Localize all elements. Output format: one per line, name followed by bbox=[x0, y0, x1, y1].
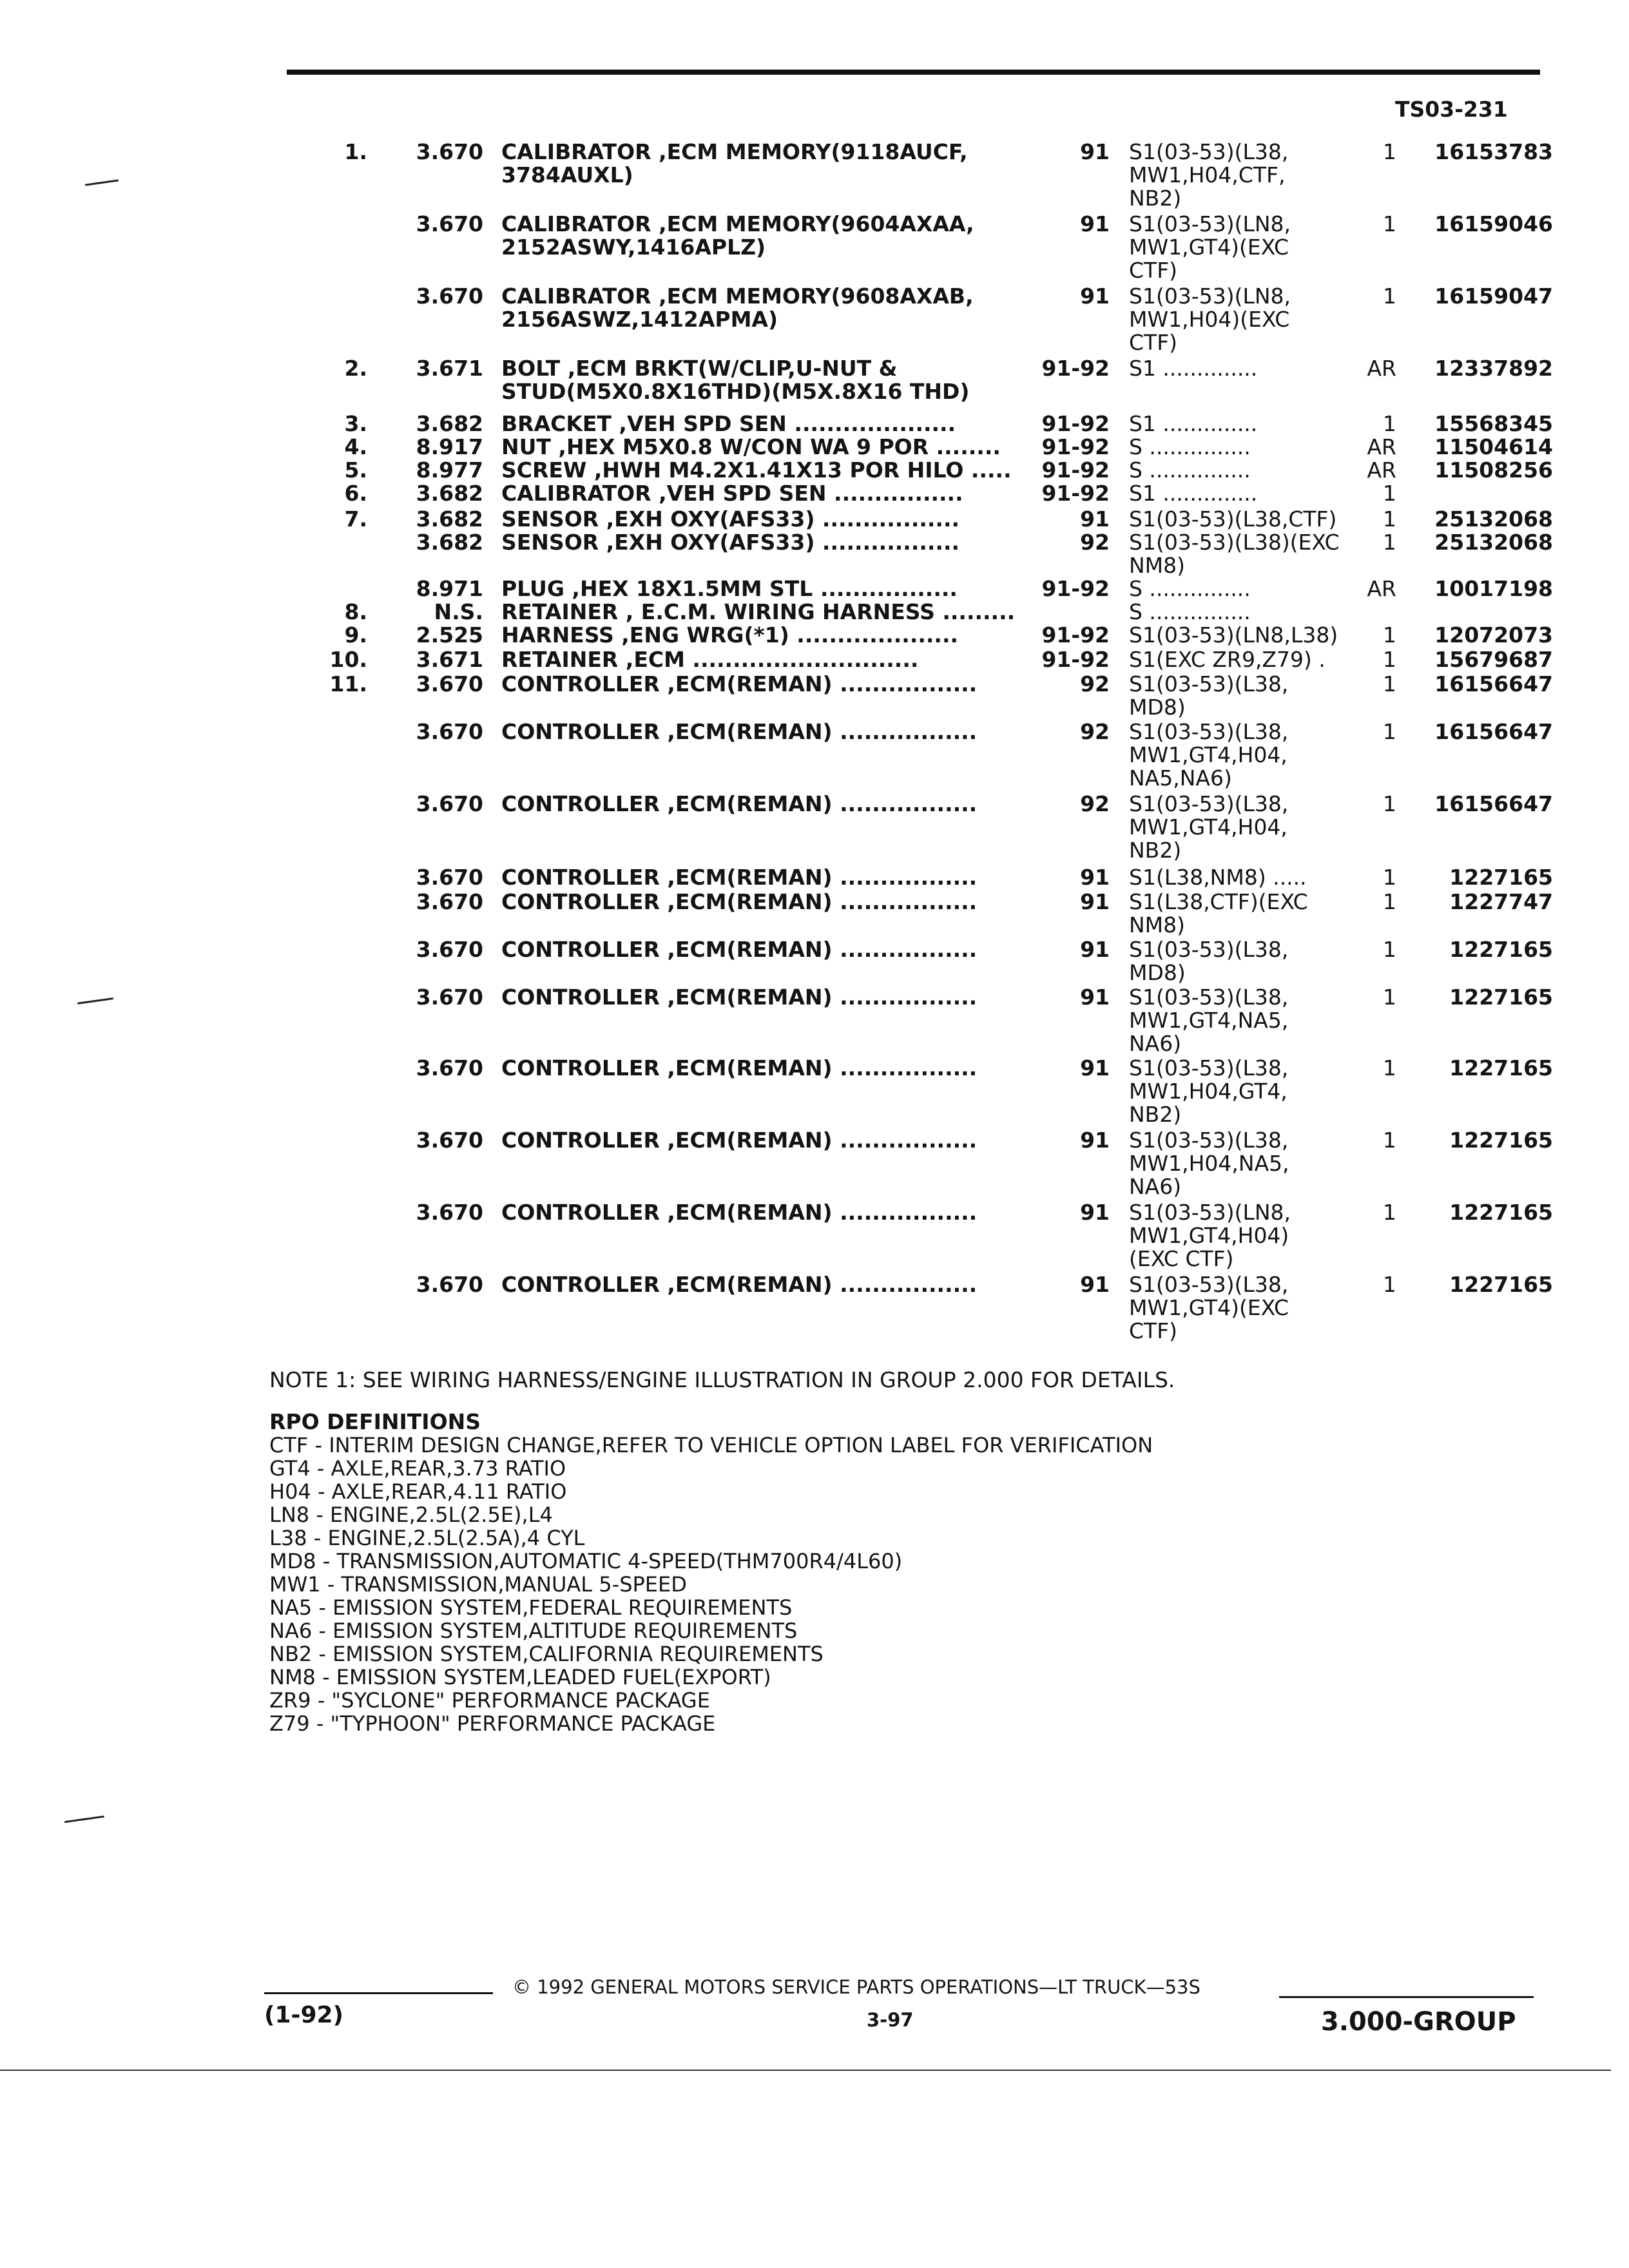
cell-group: 3.670 bbox=[416, 889, 483, 914]
cell-group: 3.670 bbox=[416, 791, 483, 816]
cell-desc: CONTROLLER ,ECM(REMAN) ................. bbox=[501, 986, 978, 1009]
rpo-definition: Z79 - "TYPHOON" PERFORMANCE PACKAGE bbox=[269, 1711, 716, 1736]
cell-desc: NUT ,HEX M5X0.8 W/CON WA 9 POR ........ bbox=[501, 436, 1001, 459]
cell-qty: 1 bbox=[1383, 1272, 1396, 1297]
cell-part: 1227165 bbox=[1449, 1200, 1553, 1225]
cell-part: 16159047 bbox=[1434, 284, 1553, 309]
cell-part: 1227165 bbox=[1449, 985, 1553, 1010]
cell-qty: 1 bbox=[1383, 139, 1396, 164]
cell-qty: 1 bbox=[1383, 865, 1396, 890]
cell-desc: CONTROLLER ,ECM(REMAN) ................. bbox=[501, 1129, 978, 1152]
cell-qty: 1 bbox=[1383, 622, 1396, 648]
cell-part: 15568345 bbox=[1434, 411, 1553, 436]
cell-year: 92 bbox=[1080, 719, 1110, 744]
rpo-definition: GT4 - AXLE,REAR,3.73 RATIO bbox=[269, 1456, 566, 1481]
bottom-rule bbox=[0, 2070, 1611, 2071]
cell-group: 8.917 bbox=[416, 434, 483, 459]
cell-usage: S1 .............. bbox=[1129, 356, 1258, 381]
cell-desc: CONTROLLER ,ECM(REMAN) ................. bbox=[501, 793, 978, 816]
cell-desc: RETAINER ,ECM ............................ bbox=[501, 648, 919, 671]
cell-group: 3.682 bbox=[416, 506, 483, 532]
cell-year: 91 bbox=[1080, 506, 1110, 532]
cell-qty: AR bbox=[1367, 576, 1396, 601]
cell-part: 16153783 bbox=[1434, 139, 1553, 164]
cell-desc: CONTROLLER ,ECM(REMAN) ................. bbox=[501, 866, 978, 889]
cell-group: 3.670 bbox=[416, 1055, 483, 1081]
cell-qty: 1 bbox=[1383, 1128, 1396, 1153]
cell-usage: S1(03-53)(L38, MW1,GT4)(EXC CTF) bbox=[1129, 1272, 1289, 1343]
cell-part: 1227165 bbox=[1449, 1128, 1553, 1153]
cell-group: 3.670 bbox=[416, 671, 483, 697]
cell-year: 91 bbox=[1080, 937, 1110, 962]
cell-year: 91-92 bbox=[1041, 457, 1110, 483]
cell-desc: HARNESS ,ENG WRG(*1) .................... bbox=[501, 624, 959, 647]
cell-usage: S1(03-53)(L38, MW1,GT4,H04, NB2) bbox=[1129, 791, 1289, 863]
cell-usage: S1(03-53)(L38, MW1,H04,NA5, NA6) bbox=[1129, 1128, 1289, 1199]
cell-qty: 1 bbox=[1383, 481, 1396, 506]
cell-usage: S1(03-53)(L38, MW1,GT4,H04, NA5,NA6) bbox=[1129, 719, 1289, 791]
cell-year: 91-92 bbox=[1041, 434, 1110, 459]
cell-usage: S ............... bbox=[1129, 434, 1251, 459]
cell-group: 8.971 bbox=[416, 576, 483, 601]
cell-desc: RETAINER , E.C.M. WIRING HARNESS ......... bbox=[501, 601, 1016, 624]
cell-group: 3.670 bbox=[416, 985, 483, 1010]
cell-usage: S1(03-53)(L38, MD8) bbox=[1129, 937, 1289, 985]
cell-part: 1227165 bbox=[1449, 1055, 1553, 1081]
cell-part: 12337892 bbox=[1434, 356, 1553, 381]
cell-year: 91 bbox=[1080, 211, 1110, 236]
cell-usage: S1(03-53)(LN8, MW1,H04)(EXC CTF) bbox=[1129, 284, 1291, 355]
cell-desc: CALIBRATOR ,ECM MEMORY(9604AXAA, 2152ASWY,1416APLZ) bbox=[501, 213, 974, 259]
cell-part: 11504614 bbox=[1434, 434, 1553, 459]
cell-year: 91 bbox=[1080, 985, 1110, 1010]
cell-qty: 1 bbox=[1383, 791, 1396, 816]
footer-rule-left bbox=[264, 1992, 493, 1994]
rpo-definition: L38 - ENGINE,2.5L(2.5A),4 CYL bbox=[269, 1526, 585, 1550]
cell-desc: BRACKET ,VEH SPD SEN .................... bbox=[501, 412, 956, 436]
cell-group: 8.977 bbox=[416, 457, 483, 483]
cell-usage: S1(L38,CTF)(EXC NM8) bbox=[1129, 889, 1308, 937]
cell-part: 11508256 bbox=[1434, 457, 1553, 483]
cell-usage: S1(EXC ZR9,Z79) . bbox=[1129, 647, 1325, 672]
cell-part: 10017198 bbox=[1434, 576, 1553, 601]
cell-year: 91 bbox=[1080, 1272, 1110, 1297]
cell-group: 2.525 bbox=[416, 622, 483, 648]
cell-part: 16159046 bbox=[1434, 211, 1553, 236]
cell-year: 91-92 bbox=[1041, 356, 1110, 381]
rpo-definition: ZR9 - "SYCLONE" PERFORMANCE PACKAGE bbox=[269, 1688, 710, 1713]
footnote: NOTE 1: SEE WIRING HARNESS/ENGINE ILLUSTRATION IN GROUP 2.000 FOR DETAILS. bbox=[269, 1367, 1175, 1392]
cell-qty: 1 bbox=[1383, 1055, 1396, 1081]
cell-usage: S ............... bbox=[1129, 457, 1251, 483]
cell-usage: S1(03-53)(L38, MW1,GT4,NA5, NA6) bbox=[1129, 985, 1289, 1056]
cell-group: 3.670 bbox=[416, 139, 483, 164]
cell-group: 3.670 bbox=[416, 211, 483, 236]
cell-item: 4. bbox=[344, 434, 367, 459]
rpo-definition: NA6 - EMISSION SYSTEM,ALTITUDE REQUIREMENTS bbox=[269, 1619, 798, 1643]
cell-group: 3.670 bbox=[416, 865, 483, 890]
cell-year: 91-92 bbox=[1041, 576, 1110, 601]
cell-group: N.S. bbox=[434, 599, 483, 624]
rpo-definition: MW1 - TRANSMISSION,MANUAL 5-SPEED bbox=[269, 1572, 687, 1597]
rpo-definition: MD8 - TRANSMISSION,AUTOMATIC 4-SPEED(THM700R4/4L60) bbox=[269, 1549, 903, 1573]
cell-usage: S ............... bbox=[1129, 599, 1251, 624]
cell-desc: CONTROLLER ,ECM(REMAN) ................. bbox=[501, 890, 978, 914]
cell-part: 16156647 bbox=[1434, 719, 1553, 744]
cell-year: 91 bbox=[1080, 865, 1110, 890]
cell-year: 92 bbox=[1080, 791, 1110, 816]
rpo-definition: H04 - AXLE,REAR,4.11 RATIO bbox=[269, 1479, 567, 1504]
rpo-definition: LN8 - ENGINE,2.5L(2.5E),L4 bbox=[269, 1503, 553, 1527]
cell-part: 1227165 bbox=[1449, 937, 1553, 962]
rpo-definition: NA5 - EMISSION SYSTEM,FEDERAL REQUIREMENTS bbox=[269, 1595, 793, 1620]
cell-group: 3.670 bbox=[416, 1272, 483, 1297]
cell-group: 3.671 bbox=[416, 356, 483, 381]
cell-year: 91-92 bbox=[1041, 622, 1110, 648]
copyright-line: © 1992 GENERAL MOTORS SERVICE PARTS OPERATIONS—LT TRUCK—53S bbox=[512, 1976, 1200, 1998]
cell-item: 1. bbox=[344, 139, 367, 164]
cell-item: 6. bbox=[344, 481, 367, 506]
cell-qty: 1 bbox=[1383, 411, 1396, 436]
cell-desc: CONTROLLER ,ECM(REMAN) ................. bbox=[501, 1273, 978, 1296]
cell-qty: 1 bbox=[1383, 985, 1396, 1010]
cell-group: 3.670 bbox=[416, 1200, 483, 1225]
cell-year: 91 bbox=[1080, 139, 1110, 164]
cell-group: 3.670 bbox=[416, 719, 483, 744]
cell-item: 10. bbox=[329, 647, 367, 672]
cell-qty: 1 bbox=[1383, 647, 1396, 672]
cell-group: 3.682 bbox=[416, 411, 483, 436]
cell-qty: 1 bbox=[1383, 889, 1396, 914]
cell-item: 3. bbox=[344, 411, 367, 436]
cell-part: 16156647 bbox=[1434, 791, 1553, 816]
cell-usage: S1(03-53)(L38,CTF) bbox=[1129, 506, 1337, 532]
cell-item: 8. bbox=[344, 599, 367, 624]
cell-year: 91 bbox=[1080, 1200, 1110, 1225]
cell-qty: AR bbox=[1367, 457, 1396, 483]
cell-desc: CONTROLLER ,ECM(REMAN) ................. bbox=[501, 1057, 978, 1080]
cell-desc: BOLT ,ECM BRKT(W/CLIP,U-NUT & STUD(M5X0.8X16THD)(M5X.8X16 THD) bbox=[501, 357, 970, 403]
cell-group: 3.682 bbox=[416, 530, 483, 555]
cell-item: 11. bbox=[329, 671, 367, 697]
cell-item: 7. bbox=[344, 506, 367, 532]
cell-part: 16156647 bbox=[1434, 671, 1553, 697]
cell-desc: CALIBRATOR ,ECM MEMORY(9608AXAB, 2156ASWZ,1412APMA) bbox=[501, 285, 974, 331]
cell-group: 3.670 bbox=[416, 1128, 483, 1153]
cell-item: 5. bbox=[344, 457, 367, 483]
cell-desc: CONTROLLER ,ECM(REMAN) ................. bbox=[501, 938, 978, 961]
page-number: 3-97 bbox=[867, 2009, 914, 2031]
cell-usage: S1(03-53)(L38)(EXC NM8) bbox=[1129, 530, 1340, 578]
cell-qty: 1 bbox=[1383, 937, 1396, 962]
cell-desc: CONTROLLER ,ECM(REMAN) ................. bbox=[501, 720, 978, 744]
cell-usage: S1 .............. bbox=[1129, 481, 1258, 506]
cell-part: 25132068 bbox=[1434, 530, 1553, 555]
cell-year: 91-92 bbox=[1041, 647, 1110, 672]
cell-part: 15679687 bbox=[1434, 647, 1553, 672]
cell-year: 91 bbox=[1080, 284, 1110, 309]
cell-usage: S1 .............. bbox=[1129, 411, 1258, 436]
cell-qty: AR bbox=[1367, 434, 1396, 459]
document-id: TS03-231 bbox=[1395, 97, 1508, 122]
rpo-definition: NB2 - EMISSION SYSTEM,CALIFORNIA REQUIREMENTS bbox=[269, 1642, 824, 1666]
cell-usage: S1(03-53)(LN8, MW1,GT4,H04) (EXC CTF) bbox=[1129, 1200, 1291, 1271]
cell-usage: S ............... bbox=[1129, 576, 1251, 601]
cell-desc: CALIBRATOR ,ECM MEMORY(9118AUCF, 3784AUXL) bbox=[501, 140, 968, 187]
cell-desc: CALIBRATOR ,VEH SPD SEN ................ bbox=[501, 482, 963, 505]
cell-usage: S1(03-53)(L38, MW1,H04,GT4, NB2) bbox=[1129, 1055, 1289, 1127]
cell-desc: SCREW ,HWH M4.2X1.41X13 POR HILO ..... bbox=[501, 459, 1012, 482]
cell-year: 92 bbox=[1080, 530, 1110, 555]
cell-qty: AR bbox=[1367, 356, 1396, 381]
cell-qty: 1 bbox=[1383, 671, 1396, 697]
top-rule bbox=[287, 70, 1540, 75]
rpo-definition: NM8 - EMISSION SYSTEM,LEADED FUEL(EXPORT) bbox=[269, 1665, 771, 1689]
cell-year: 91 bbox=[1080, 1055, 1110, 1081]
rpo-heading: RPO DEFINITIONS bbox=[269, 1409, 481, 1434]
binder-mark bbox=[64, 1816, 104, 1823]
cell-year: 91-92 bbox=[1041, 481, 1110, 506]
cell-year: 91-92 bbox=[1041, 411, 1110, 436]
cell-part: 25132068 bbox=[1434, 506, 1553, 532]
cell-qty: 1 bbox=[1383, 530, 1396, 555]
footer-rule-right bbox=[1279, 1996, 1534, 1998]
cell-desc: PLUG ,HEX 18X1.5MM STL ................. bbox=[501, 577, 958, 601]
cell-qty: 1 bbox=[1383, 1200, 1396, 1225]
cell-year: 91 bbox=[1080, 1128, 1110, 1153]
cell-usage: S1(03-53)(LN8,L38) bbox=[1129, 622, 1338, 648]
cell-desc: SENSOR ,EXH OXY(AFS33) ................. bbox=[501, 531, 960, 554]
cell-year: 92 bbox=[1080, 671, 1110, 697]
cell-desc: CONTROLLER ,ECM(REMAN) ................. bbox=[501, 1201, 978, 1224]
cell-qty: 1 bbox=[1383, 211, 1396, 236]
cell-usage: S1(03-53)(L38, MW1,H04,CTF, NB2) bbox=[1129, 139, 1289, 211]
group-label: 3.000-GROUP bbox=[1321, 2007, 1516, 2037]
rpo-definition: CTF - INTERIM DESIGN CHANGE,REFER TO VEHICLE OPTION LABEL FOR VERIFICATION bbox=[269, 1433, 1153, 1457]
cell-qty: 1 bbox=[1383, 284, 1396, 309]
cell-part: 12072073 bbox=[1434, 622, 1553, 648]
cell-desc: SENSOR ,EXH OXY(AFS33) ................. bbox=[501, 508, 960, 531]
binder-mark bbox=[77, 997, 113, 1004]
cell-qty: 1 bbox=[1383, 719, 1396, 744]
cell-usage: S1(03-53)(LN8, MW1,GT4)(EXC CTF) bbox=[1129, 211, 1291, 283]
cell-desc: CONTROLLER ,ECM(REMAN) ................. bbox=[501, 673, 978, 696]
binder-mark bbox=[85, 179, 119, 186]
cell-part: 1227747 bbox=[1449, 889, 1553, 914]
cell-usage: S1(03-53)(L38, MD8) bbox=[1129, 671, 1289, 720]
cell-part: 1227165 bbox=[1449, 1272, 1553, 1297]
cell-group: 3.682 bbox=[416, 481, 483, 506]
cell-group: 3.671 bbox=[416, 647, 483, 672]
cell-part: 1227165 bbox=[1449, 865, 1553, 890]
cell-group: 3.670 bbox=[416, 937, 483, 962]
cell-group: 3.670 bbox=[416, 284, 483, 309]
date-code: (1-92) bbox=[264, 2002, 343, 2028]
cell-usage: S1(L38,NM8) ..... bbox=[1129, 865, 1307, 890]
cell-qty: 1 bbox=[1383, 506, 1396, 532]
cell-item: 2. bbox=[344, 356, 367, 381]
cell-year: 91 bbox=[1080, 889, 1110, 914]
cell-item: 9. bbox=[344, 622, 367, 648]
